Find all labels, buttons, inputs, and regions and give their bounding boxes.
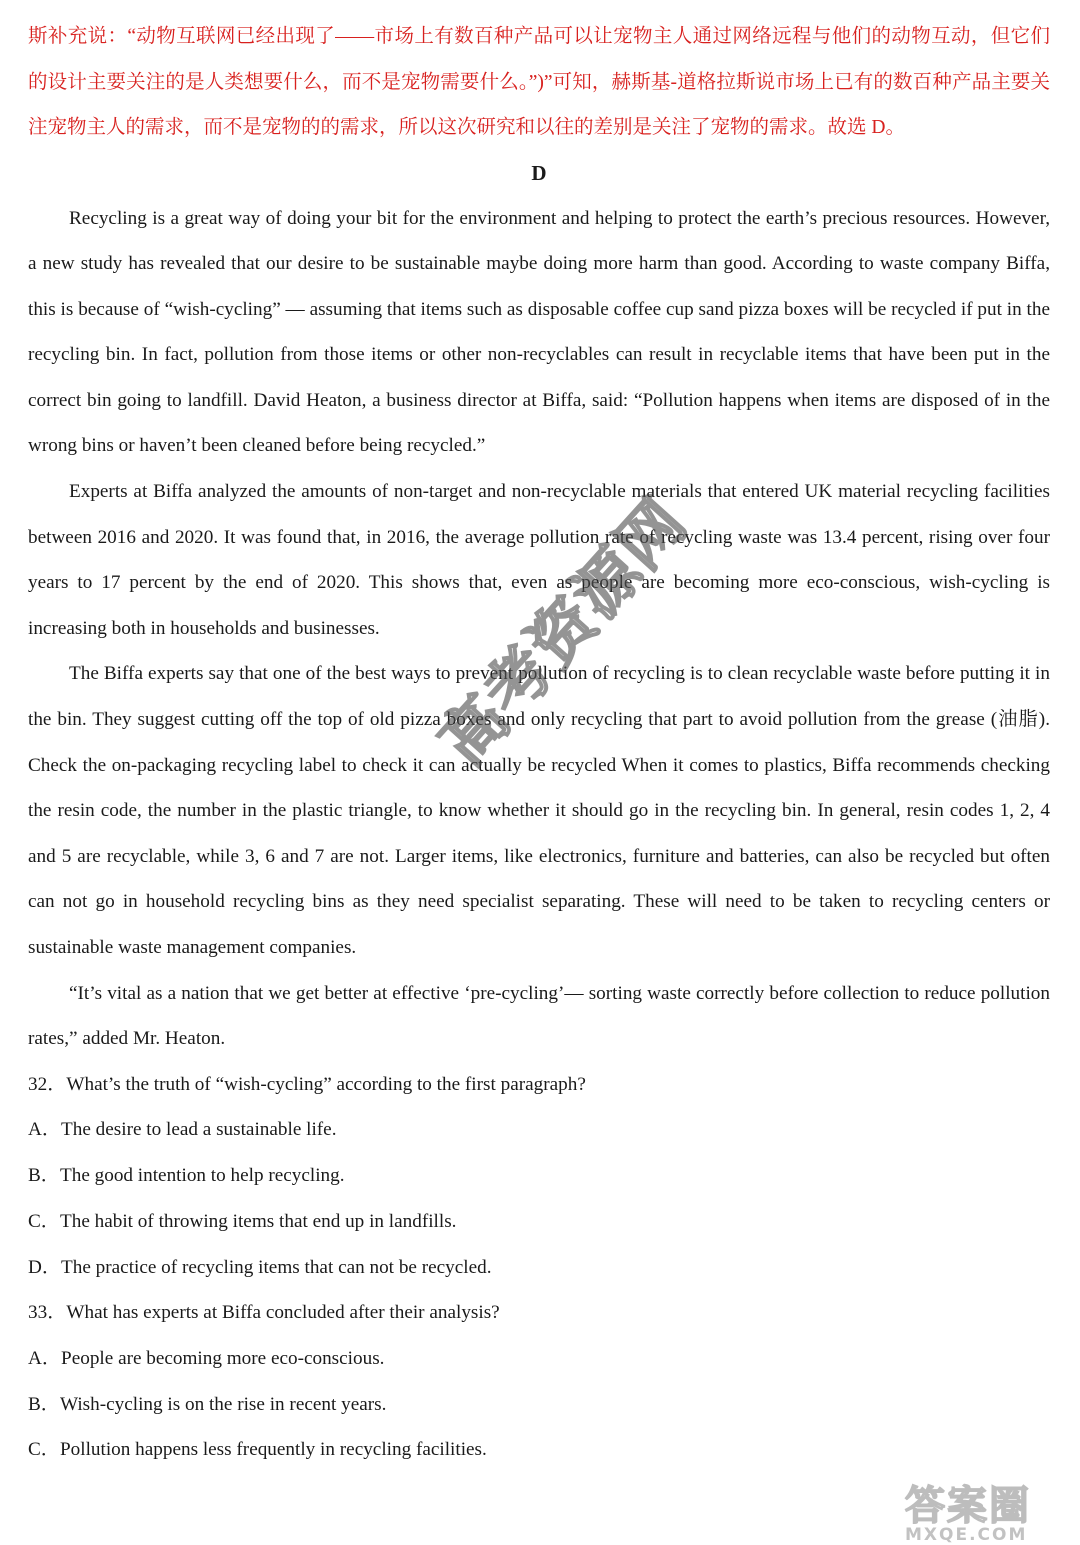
option-letter: D．: [28, 1256, 62, 1278]
answer-explanation: 斯补充说：“动物互联网已经出现了——市场上有数百种产品可以让宠物主人通过网络远程与他们的动物互动，但它们的设计主要关注的是人类想要什么，而不是宠物需要什么。”)”可知，赫斯基-道格拉斯说市场上已有的数百种产品主要关注宠物主人的需求，而不是宠物的的需求，所以这次研究和以往的差别是关注了宠物的需求。故选 D。: [28, 26, 1050, 138]
option-text: Pollution happens less frequently in recycling facilities.: [60, 1439, 487, 1461]
passage-paragraph-4: “It’s vital as a nation that we get better at effective ‘pre-cycling’— sorting waste correctly before collection to reduce pollution rates,” added Mr. Heaton.: [28, 982, 1050, 1050]
question-stem: [28, 1062, 1050, 1108]
option-letter: C．: [28, 1439, 60, 1461]
option-text: People are becoming more eco-conscious.: [61, 1348, 385, 1369]
passage-paragraph-3: The Biffa experts say that one of the best ways to prevent pollution of recycling is to clean recyclable waste before putting it in the bin. They suggest cutting off the top of old pizza boxes and only recycling that part to avoid pollution from the grease (油脂). Check the on-packaging recycling label to check it can actually be recycled When it comes to plastics, Biffa recommends checking the resin code, the number in the plastic triangle, to know whether it should go in the recycling bin. In general, resin codes 1, 2, 4 and 5 are recyclable, while 3, 6 and 7 are not. Larger items, like electronics, furniture and batteries, can also be recycled but often can not go in household recycling bins as they need specialist separating. These will need to be taken to recycling centers or sustainable waste management companies.: [28, 663, 1050, 958]
question-32: [28, 1062, 1050, 1291]
option-letter: B．: [28, 1393, 60, 1415]
option-letter: C．: [28, 1210, 60, 1232]
question-stem: [28, 1290, 1050, 1336]
option-letter: A．: [28, 1119, 62, 1141]
site-logo: [905, 1483, 1031, 1545]
option-c: [28, 1199, 1050, 1245]
option-a: [28, 1107, 1050, 1153]
option-text: Wish-cycling is on the rise in recent years.: [60, 1393, 387, 1415]
question-number: 32．: [28, 1073, 67, 1095]
option-letter: B．: [28, 1165, 60, 1187]
option-text: The habit of throwing items that end up in landfills.: [60, 1210, 457, 1232]
option-d: [28, 1245, 1050, 1291]
question-text: What’s the truth of “wish-cycling” according to the first paragraph?: [66, 1073, 586, 1095]
question-text: What has experts at Biffa concluded after their analysis?: [66, 1302, 500, 1324]
option-b: [28, 1153, 1050, 1199]
section-heading: D: [531, 160, 547, 185]
passage-paragraph-1: Recycling is a great way of doing your bit for the environment and helping to protect the earth’s precious resources. However, a new study has revealed that our desire to be sustainable maybe doing more harm than good. According to waste company Biffa, this is because of “wish-cycling” — assuming that items such as disposable coffee cup sand pizza boxes will be recycled if put in the recycling bin. In fact, pollution from those items or other non-recyclables can result in recyclable items that have been put in the correct bin going to landfill. David Heaton, a business director at Biffa, said: “Pollution happens when items are disposed of in the wrong bins or haven’t been cleaned before being recycled.”: [28, 207, 1050, 457]
option-text: The good intention to help recycling.: [60, 1165, 345, 1187]
passage-paragraph-2: Experts at Biffa analyzed the amounts of non-target and non-recyclable materials that entered UK material recycling facilities between 2016 and 2020. It was found that, in 2016, the average pollution rate of recycling waste was 13.4 percent, rising over four years to 17 percent by the end of 2020. This shows that, even as people are becoming more eco-conscious, wish-cycling is increasing both in households and businesses.: [28, 481, 1050, 639]
logo-en-text: MXQE.COM: [905, 1525, 1028, 1545]
document-page: [28, 14, 1050, 1473]
option-b: [28, 1382, 1050, 1428]
option-letter: A．: [28, 1348, 62, 1369]
question-number: 33．: [28, 1302, 67, 1324]
reading-passage: [28, 196, 1050, 1062]
question-33: [28, 1290, 1050, 1473]
watermark: 高考资源网: [426, 484, 702, 780]
option-text: The practice of recycling items that can not be recycled.: [61, 1256, 492, 1278]
option-text: The desire to lead a sustainable life.: [61, 1119, 337, 1141]
logo-cn-text: 答案圈: [905, 1483, 1031, 1529]
option-a: [28, 1336, 1050, 1382]
option-c: [28, 1427, 1050, 1473]
